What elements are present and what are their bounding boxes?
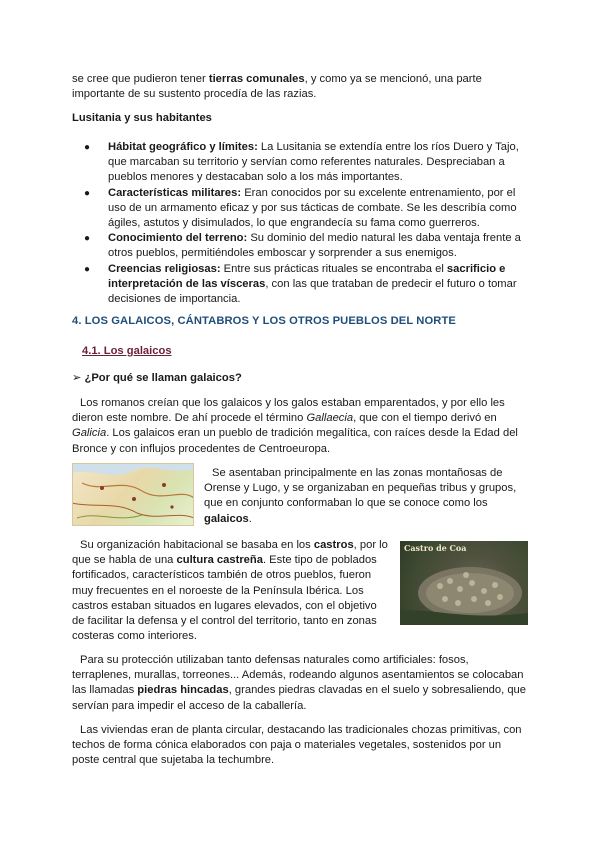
- p1-italic-1: Gallaecia: [306, 412, 354, 425]
- bullet-icon: ●: [84, 187, 91, 199]
- item-label: Características militares:: [108, 186, 242, 199]
- lusitania-heading: Lusitania y sus habitantes: [72, 112, 212, 124]
- p1-text-3: . Los galaicos eran un pueblo de tradición megalítica, con raíces desde la Edad del Bronce y con influjos procedentes de Centroeuropa.: [72, 427, 518, 455]
- paragraph-settlement: [204, 466, 524, 527]
- item-label: Conocimiento del terreno:: [108, 232, 248, 245]
- subsection-title: 4.1. Los galaicos: [82, 345, 172, 357]
- p4-bold-1: piedras hincadas: [137, 684, 229, 697]
- p3-bold-1: castros: [313, 539, 354, 551]
- p3-text-1: Su organización habitacional se basaba en los: [80, 539, 314, 551]
- bullet-icon: ●: [84, 233, 91, 245]
- paragraph-houses: Las viviendas eran de planta circular, destacando las tradicionales chozas primitivas, con techos de forma cónica elaborados con paja o materiales vegetales, sostenidos por un poste central que sujetaba la techumbre.: [72, 724, 522, 767]
- intro-text-2: , y como ya se mencionó, una parte importante de su sustento procedía de las razias.: [72, 73, 482, 101]
- p3-bold-2: cultura castreña: [176, 554, 263, 567]
- lusitania-list: [72, 140, 528, 307]
- castro-caption: Castro de Coa: [404, 543, 467, 553]
- paragraph-origin: [72, 396, 528, 457]
- galicia-map-image: [72, 463, 194, 526]
- question-heading: [72, 371, 528, 386]
- intro-text-1: se cree que pudieron tener: [72, 73, 209, 85]
- castro-illustration: [400, 541, 528, 625]
- item-text: Su dominio del medio natural les daba ventaja frente a otros pueblos, permitiéndoles emboscar y sorprender a sus enemigos.: [108, 232, 521, 260]
- p2-text-2: .: [248, 512, 252, 525]
- list-item: [72, 140, 528, 186]
- p1-italic-2: Galicia: [72, 427, 107, 440]
- p1-text-1: Los romanos creían que los galaicos y los galos estaban emparentados, y por ello les dieron este nombre. De ahí procede el término: [72, 397, 505, 425]
- p4-text-1: Para su protección utilizaban tanto defensas naturales como artificiales: fosos, terraplenes, murallas, torreones... Además, rodeando algunos asentamientos se colocaban las llamadas: [72, 654, 524, 697]
- item-bold: sacrificio e interpretación de las vísceras: [108, 262, 506, 290]
- map-illustration: [72, 463, 194, 526]
- item-label: Hábitat geográfico y límites:: [108, 141, 258, 153]
- p1-text-2: , que con el tiempo derivó en: [353, 412, 497, 425]
- paragraph-defenses: [72, 653, 528, 714]
- list-item: [72, 231, 528, 261]
- paragraph-castros: [72, 538, 390, 644]
- p3-text-2: , por lo que se habla de una: [72, 539, 388, 567]
- castro-photo-image: [400, 541, 528, 625]
- p3-text-3: . Este tipo de poblados fortificados, característicos también de otros pueblos, fueron muy frecuentes en el noroeste de la Península Ibérica. Los castros estaban situados en lugares elevados, con el objetivo de facilitar la defensa y el control del territorio, tanto en zonas costeras como interiores.: [72, 554, 377, 643]
- item-text-2: , con las que trataban de predecir el futuro o tomar decisiones de importancia.: [108, 277, 517, 306]
- lusitania-list-container: [72, 140, 528, 307]
- section-title: 4. LOS GALAICOS, CÁNTABROS Y LOS OTROS PUEBLOS DEL NORTE: [72, 315, 456, 327]
- p4-text-2: , grandes piedras clavadas en el suelo y sobresaliendo, que servían para impedir el acceso de la caballería.: [72, 684, 526, 712]
- item-text: Eran conocidos por su excelente entrenamiento, por el uso de un armamento eficaz y por sus tácticas de combate. Se les describía como ágiles, astutos y disimulados, lo que engrandecía su fama como guerreros.: [108, 186, 517, 230]
- p2-text-1: Se asentaban principalmente en las zonas montañosas de Orense y Lugo, y se organizaban en pequeñas tribus y grupos, que en conjunto conformaban lo que se conoce como los: [204, 467, 517, 510]
- bullet-icon: ●: [84, 263, 91, 275]
- arrow-icon: ➢: [72, 372, 82, 384]
- list-item: [72, 186, 528, 232]
- question-text: ¿Por qué se llaman galaicos?: [81, 372, 242, 384]
- p2-bold-1: galaicos: [204, 512, 249, 525]
- intro-paragraph: [72, 72, 528, 102]
- item-text: Entre sus prácticas rituales se encontraba el: [220, 262, 447, 275]
- bullet-icon: ●: [84, 142, 91, 153]
- item-label: Creencias religiosas:: [108, 262, 221, 275]
- intro-bold-1: tierras comunales: [208, 73, 305, 85]
- item-text: La Lusitania se extendía entre los ríos Duero y Tajo, que marcaban su territorio y servían como referentes naturales. Despreciaban a pueblos menores y destacaban solo a los más importantes.: [108, 141, 519, 184]
- list-item: [72, 262, 528, 308]
